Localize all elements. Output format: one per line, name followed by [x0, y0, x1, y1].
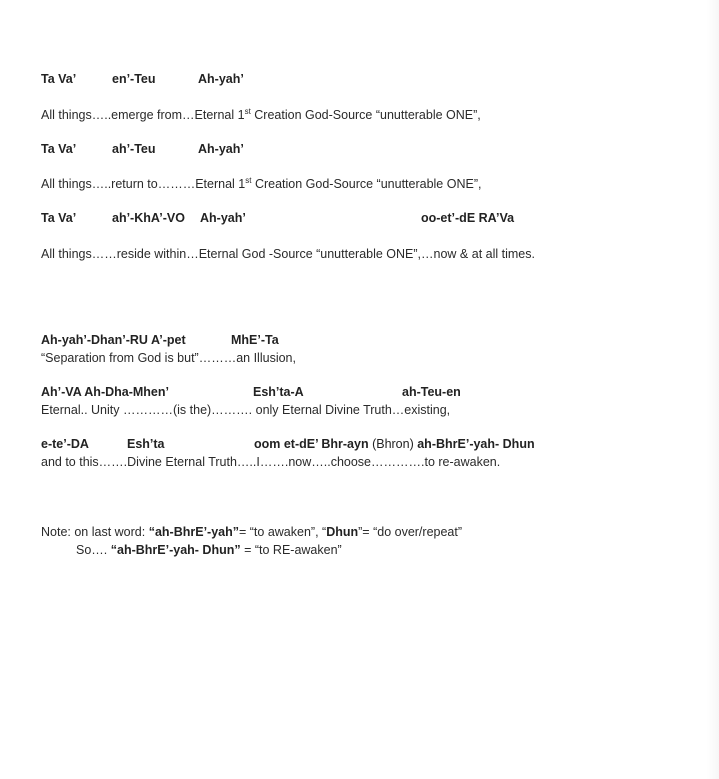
word: oo-et’-dE RA’Va	[421, 211, 515, 225]
text: All things…..return to………Eternal 1	[41, 177, 246, 191]
word: Esh’ta	[127, 437, 165, 451]
translation-line-2	[41, 177, 481, 192]
word: ah-BhrE’-yah- Dhun	[417, 437, 535, 451]
text: = “to awaken”, “	[239, 525, 327, 539]
text: = “to RE-awaken”	[240, 543, 342, 557]
translation-line-1	[41, 108, 481, 123]
text: Creation God-Source “unutterable ONE”,	[250, 108, 481, 122]
word: Ah-yah’-Dhan’-RU A’-pet	[41, 333, 186, 347]
word: oom et-dE’ Bhr-ayn	[254, 437, 369, 451]
translation-line-4: “Separation from God is but”………an Illusion,	[41, 351, 296, 365]
superscript: st	[244, 106, 251, 116]
note-line-2	[76, 543, 342, 558]
word: ah-Teu-en	[402, 385, 461, 399]
translation-line-3: All things……reside within…Eternal God -Source “unutterable ONE”,…now & at all times.	[41, 247, 535, 261]
word: e-te’-DA	[41, 437, 89, 451]
word: Ah’-VA Ah-Dha-Mhen’	[41, 385, 169, 399]
term: “ah-BhrE’-yah”	[148, 525, 239, 539]
word: ah’-Teu	[112, 142, 156, 156]
word: Ah-yah’	[198, 142, 244, 156]
word: Ah-yah’	[200, 211, 246, 225]
translation-line-6: and to this…….Divine Eternal Truth…..I…….now…..choose………….to re-awaken.	[41, 455, 501, 469]
text: Note: on last word:	[41, 525, 149, 539]
note-line-1	[41, 525, 462, 540]
scan-edge-shadow	[707, 0, 719, 779]
word: MhE’-Ta	[231, 333, 279, 347]
word: Ta Va’	[41, 211, 77, 225]
text: So….	[76, 543, 111, 557]
translation-line-5: Eternal.. Unity …………(is the)………. only Eternal Divine Truth…existing,	[41, 403, 451, 417]
word: Esh’ta-A	[253, 385, 304, 399]
text: All things…..emerge from…Eternal 1	[41, 108, 245, 122]
word: Ah-yah’	[198, 72, 244, 86]
word: (Bhron)	[368, 437, 418, 451]
word-group	[254, 437, 535, 452]
superscript: st	[245, 175, 252, 185]
word: Ta Va’	[41, 72, 77, 86]
word: Ta Va’	[41, 142, 77, 156]
word: ah’-KhA’-VO	[112, 211, 185, 225]
text: Creation God-Source “unutterable ONE”,	[251, 177, 482, 191]
term: Dhun	[326, 525, 359, 539]
text: ”= “do over/repeat”	[358, 525, 463, 539]
term: “ah-BhrE’-yah- Dhun”	[110, 543, 241, 557]
word: en’-Teu	[112, 72, 156, 86]
